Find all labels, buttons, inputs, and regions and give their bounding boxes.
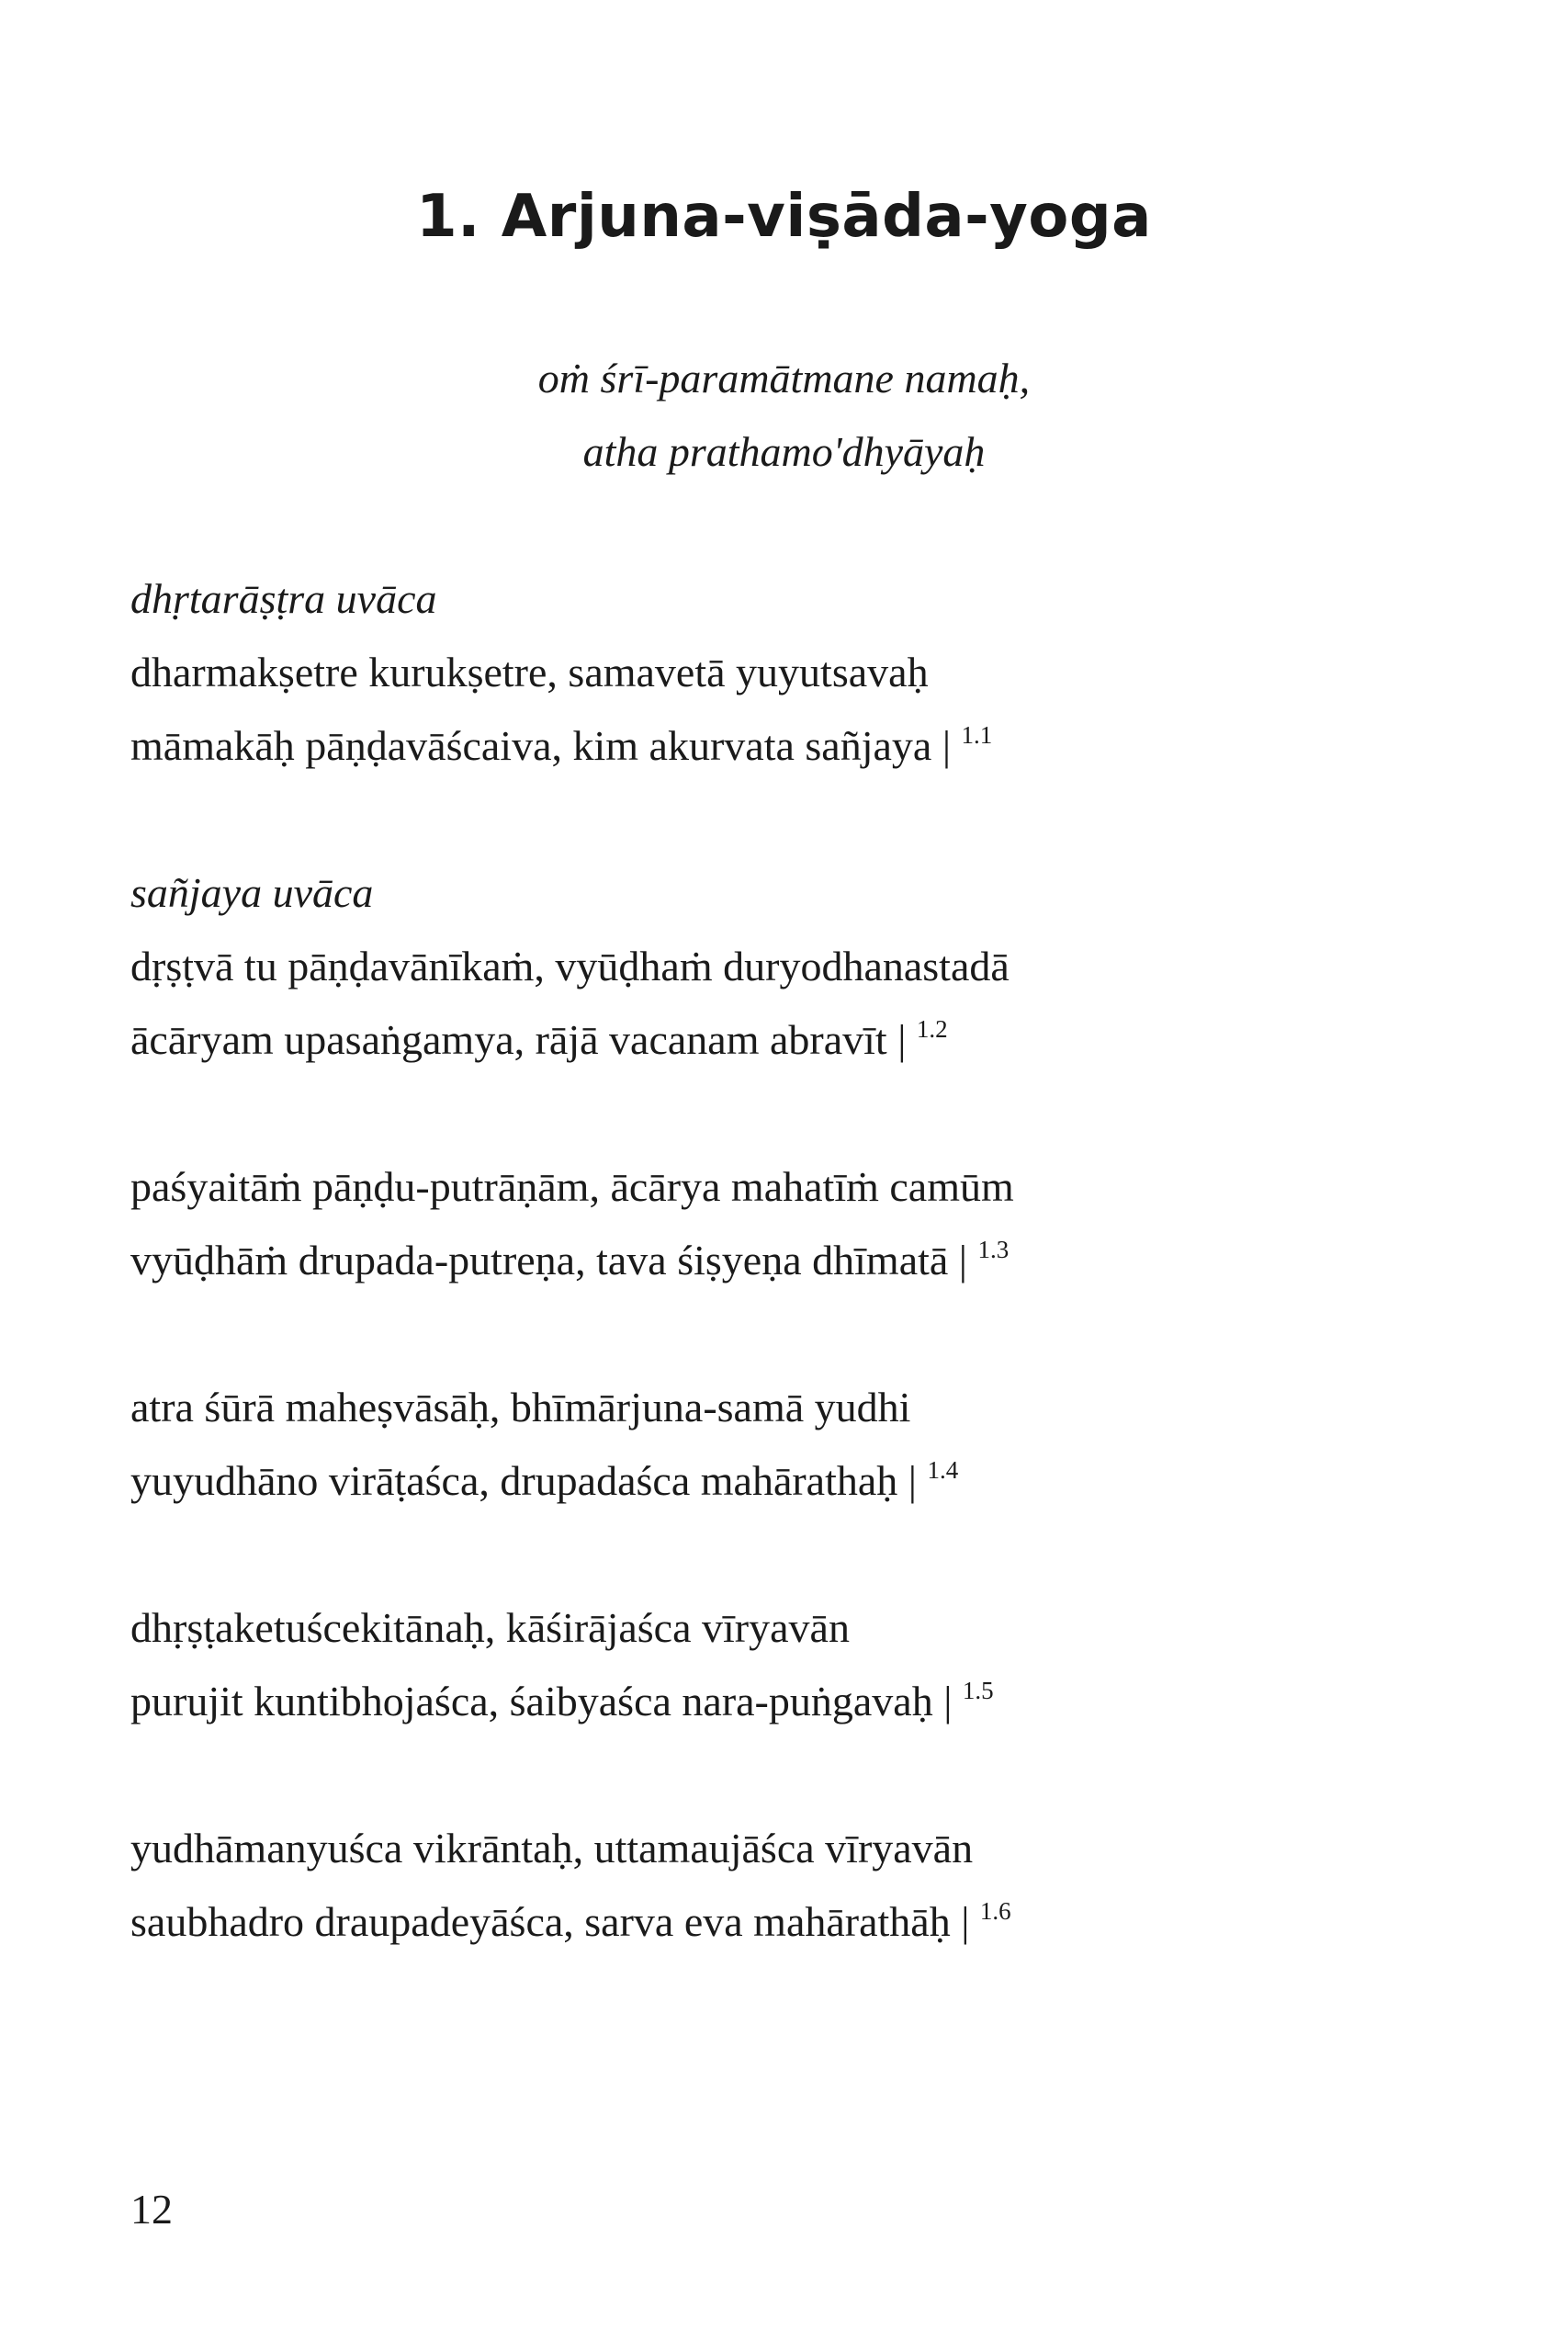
verse-number: 1.2 (916, 1015, 948, 1043)
page-number: 12 (130, 2186, 173, 2233)
verse-line: paśyaitāṁ pāṇḍu-putrāṇām, ācārya mahatīṁ camūm (130, 1163, 1014, 1210)
verse-line-text: purujit kuntibhojaśca, śaibyaśca nara-puṅgavaḥ | (130, 1678, 963, 1724)
invocation-line: atha prathamo'dhyāyaḥ (582, 428, 986, 475)
verse-line: dharmakṣetre kurukṣetre, samavetā yuyutsavaḥ (130, 649, 929, 695)
verse-number: 1.6 (979, 1897, 1011, 1925)
verse-line-text: ācāryam upasaṅgamya, rājā vacanam abravīt | (130, 1016, 917, 1063)
verse-line: yudhāmanyuśca vikrāntaḥ, uttamaujāśca vīryavān (130, 1825, 974, 1871)
verse-line: dhṛṣṭaketuścekitānaḥ, kāśirājaśca vīryavān (130, 1604, 850, 1651)
verse-1-6 (130, 1812, 1462, 1959)
verse-line (130, 709, 1462, 783)
verse-line-text: māmakāḥ pāṇḍavāścaiva, kim akurvata sañjaya | (130, 722, 962, 769)
verse-line-text: yuyudhāno virāṭaśca, drupadaśca mahārathaḥ | (130, 1457, 928, 1504)
verse-line-text: saubhadro draupadeyāśca, sarva eva mahārathāḥ | (130, 1898, 980, 1945)
verse-line (130, 1003, 1462, 1077)
verse-1-4 (130, 1371, 1462, 1518)
verse-number: 1.3 (977, 1236, 1010, 1263)
invocation-line: oṁ śrī-paramātmane namaḥ, (537, 355, 1031, 401)
verse-line: atra śūrā maheṣvāsāḥ, bhīmārjuna-samā yudhi (130, 1384, 911, 1430)
verse-1-3 (130, 1150, 1462, 1297)
verse-line (130, 1224, 1462, 1297)
verse-number: 1.5 (962, 1677, 994, 1704)
verse-line (130, 1444, 1462, 1518)
verse-1-2 (130, 856, 1462, 1077)
verse-number: 1.4 (927, 1456, 959, 1484)
verse-number: 1.1 (961, 721, 993, 749)
verse-line (130, 1665, 1462, 1738)
verse-1-5 (130, 1591, 1462, 1738)
verse-line: dṛṣṭvā tu pāṇḍavānīkaṁ, vyūḍhaṁ duryodhanastadā (130, 943, 1010, 989)
verse-1-1 (130, 562, 1462, 783)
chapter-title: 1. Arjuna-viṣāda-yoga (416, 183, 1152, 251)
speaker-label: dhṛtarāṣṭra uvāca (130, 575, 437, 622)
verse-line-text: vyūḍhāṁ drupada-putreṇa, tava śiṣyeṇa dhīmatā | (130, 1237, 978, 1283)
verse-line (130, 1885, 1462, 1959)
verse-list (130, 562, 1462, 2032)
invocation (0, 342, 1568, 489)
speaker-label: sañjaya uvāca (130, 869, 374, 916)
